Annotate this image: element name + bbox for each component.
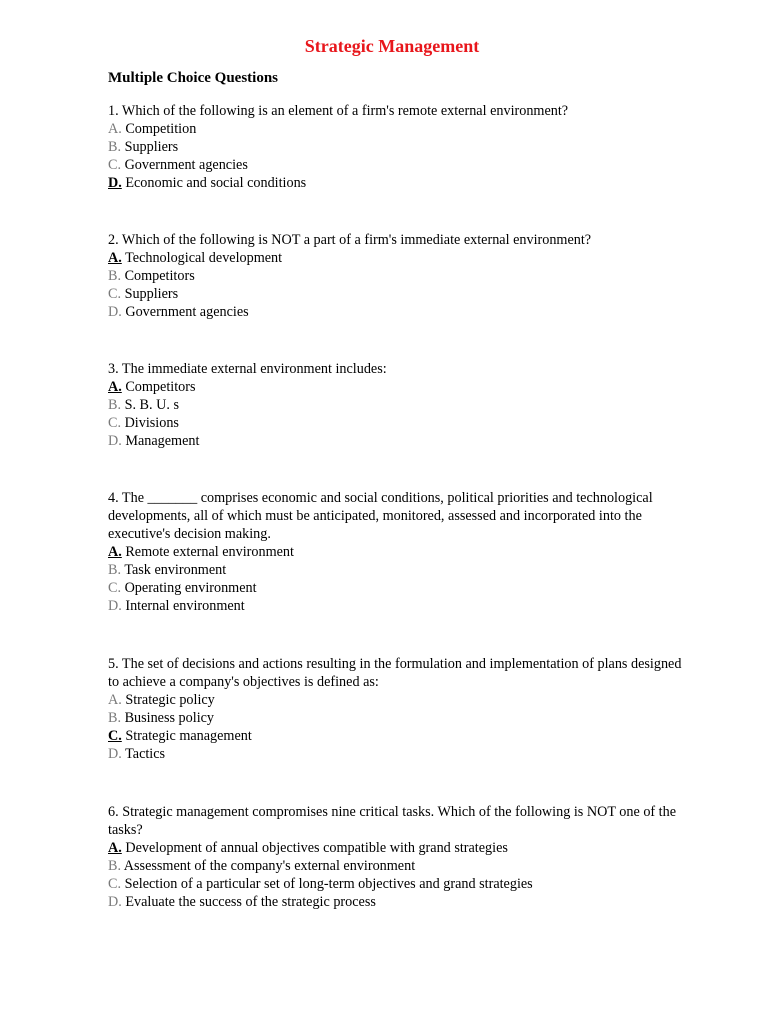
- question-text: 4. The _______ comprises economic and social conditions, political priorities and technological developments, all of which must be anticipated, monitored, assessed and incorporated into the executive's decision making.: [108, 490, 653, 542]
- option-letter: C.: [108, 876, 122, 892]
- option-text: Competitors: [125, 379, 196, 395]
- option-d: [108, 303, 688, 321]
- question-text: 1. Which of the following is an element of a firm's remote external environment?: [108, 103, 569, 119]
- option-letter: D.: [108, 433, 122, 449]
- correct-option-letter: A.: [108, 379, 122, 395]
- option-a: [108, 378, 688, 396]
- option-a: [108, 120, 688, 138]
- option-text: Government agencies: [125, 304, 249, 320]
- question-3: [108, 360, 688, 450]
- correct-option-letter: A.: [108, 250, 122, 266]
- question-text: 3. The immediate external environment includes:: [108, 361, 387, 377]
- option-text: Technological development: [125, 250, 283, 266]
- option-c: [108, 727, 688, 745]
- option-text: Remote external environment: [125, 544, 294, 560]
- option-letter: C.: [108, 157, 122, 173]
- option-b: [108, 857, 688, 875]
- section-heading: Multiple Choice Questions: [108, 70, 279, 86]
- question-text: 6. Strategic management compromises nine critical tasks. Which of the following is NOT one of the tasks?: [108, 804, 677, 838]
- option-text: Competition: [125, 121, 197, 137]
- option-c: [108, 414, 688, 432]
- option-a: [108, 543, 688, 561]
- option-b: [108, 561, 688, 579]
- option-b: [108, 267, 688, 285]
- option-text: Task environment: [124, 562, 227, 578]
- question-text: 5. The set of decisions and actions resulting in the formulation and implementation of plans designed to achieve a company's objectives is defined as:: [108, 656, 682, 690]
- option-c: [108, 875, 688, 893]
- option-text: Economic and social conditions: [125, 175, 307, 191]
- option-letter: B.: [108, 562, 122, 578]
- option-letter: D.: [108, 746, 122, 762]
- option-c: [108, 579, 688, 597]
- option-text: Government agencies: [124, 157, 248, 173]
- option-letter: B.: [108, 268, 122, 284]
- document-title: Strategic Management: [304, 36, 480, 56]
- correct-option-letter: A.: [108, 840, 122, 856]
- option-a: [108, 839, 688, 857]
- question-1: [108, 102, 688, 192]
- option-text: Suppliers: [124, 286, 179, 302]
- option-letter: B.: [108, 397, 122, 413]
- correct-option-letter: A.: [108, 544, 122, 560]
- option-text: Strategic policy: [125, 692, 215, 708]
- question-2: [108, 231, 688, 321]
- option-letter: C.: [108, 580, 122, 596]
- option-c: [108, 156, 688, 174]
- option-d: [108, 432, 688, 450]
- option-letter: C.: [108, 415, 122, 431]
- option-letter: C.: [108, 286, 122, 302]
- option-letter: D.: [108, 894, 122, 910]
- option-d: [108, 745, 688, 763]
- option-letter: D.: [108, 598, 122, 614]
- option-text: Business policy: [124, 710, 215, 726]
- option-text: Tactics: [125, 746, 166, 762]
- option-b: [108, 138, 688, 156]
- option-text: Strategic management: [125, 728, 252, 744]
- option-d: [108, 174, 688, 192]
- option-d: [108, 893, 688, 911]
- option-text: Suppliers: [124, 139, 179, 155]
- option-text: Divisions: [124, 415, 179, 431]
- option-text: Operating environment: [124, 580, 257, 596]
- question-text: 2. Which of the following is NOT a part of a firm's immediate external environment?: [108, 232, 592, 248]
- option-text: Management: [125, 433, 200, 449]
- option-b: [108, 396, 688, 414]
- option-letter: B.: [108, 139, 122, 155]
- option-text: Assessment of the company's external environment: [123, 858, 416, 874]
- correct-option-letter: D.: [108, 175, 122, 191]
- question-4: [108, 489, 688, 615]
- option-text: Internal environment: [125, 598, 245, 614]
- option-text: Competitors: [124, 268, 195, 284]
- option-c: [108, 285, 688, 303]
- option-letter: A.: [108, 692, 122, 708]
- option-a: [108, 249, 688, 267]
- option-letter: B.: [108, 710, 122, 726]
- question-5: [108, 655, 688, 763]
- question-6: [108, 803, 688, 911]
- option-text: Selection of a particular set of long-term objectives and grand strategies: [124, 876, 533, 892]
- option-d: [108, 597, 688, 615]
- option-letter: A.: [108, 121, 122, 137]
- correct-option-letter: C.: [108, 728, 122, 744]
- option-letter: B.: [108, 858, 122, 874]
- option-text: Development of annual objectives compatible with grand strategies: [125, 840, 508, 856]
- option-letter: D.: [108, 304, 122, 320]
- option-a: [108, 691, 688, 709]
- option-text: Evaluate the success of the strategic process: [125, 894, 376, 910]
- option-text: S. B. U. s: [124, 397, 179, 413]
- option-b: [108, 709, 688, 727]
